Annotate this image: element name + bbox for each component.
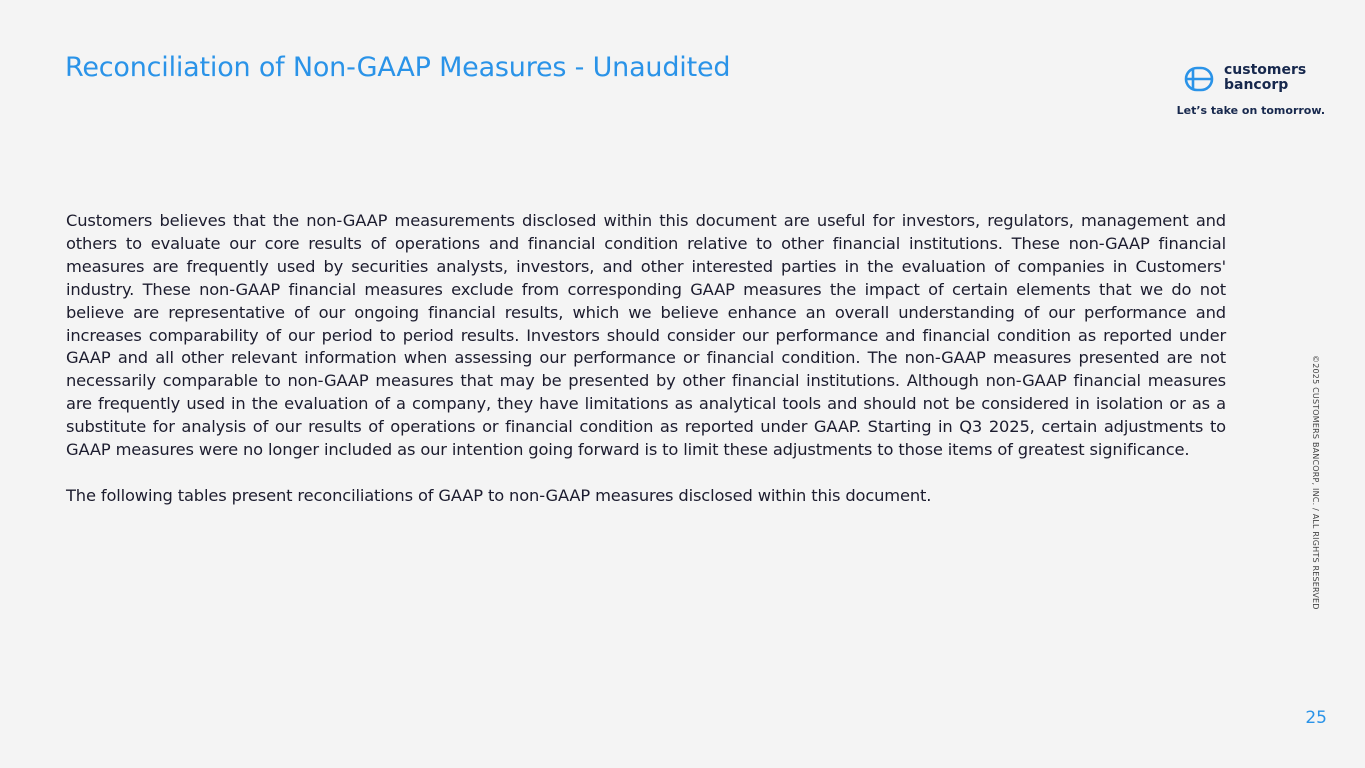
reconciliation-intro-paragraph: The following tables present reconciliations of GAAP to non-GAAP measures disclosed within this document. bbox=[66, 485, 932, 505]
slide-title: Reconciliation of Non-GAAP Measures - Unaudited bbox=[65, 52, 731, 83]
logo-text-line1: customers bbox=[1224, 62, 1307, 78]
logo-text-line2: bancorp bbox=[1224, 77, 1289, 93]
copyright-notice: ©2025 CUSTOMERS BANCORP, INC. / ALL RIGHTS RESERVED bbox=[1311, 355, 1320, 610]
tagline: Let’s take on tomorrow. bbox=[1176, 104, 1325, 117]
disclosure-paragraph: Customers believes that the non-GAAP measurements disclosed within this document are useful for investors, regulators, management and others to evaluate our core results of operations and financial condition relative to other financial institutions. These non-GAAP financial measures are frequently used by securities analysts, investors, and other interested parties in the evaluation of companies in Customers' industry. These non-GAAP financial measures exclude from corresponding GAAP measures the impact of certain elements that we do not believe are representative of our ongoing financial results, which we believe enhance an overall understanding of our performance and increases comparability of our period to period results. Investors should consider our performance and financial condition as reported under GAAP and all other relevant information when assessing our performance or financial condition. The non-GAAP measures presented are not necessarily comparable to non-GAAP measures that may be presented by other financial institutions. Although non-GAAP financial measures are frequently used in the evaluation of a company, they have limitations as analytical tools and should not be considered in isolation or as a substitute for analysis of our results of operations or financial condition as reported under GAAP. Starting in Q3 2025, certain adjustments to GAAP measures were no longer included as our intention going forward is to limit these adjustments to those items of greatest significance. bbox=[66, 211, 1226, 460]
customers-bancorp-logo-icon bbox=[1184, 66, 1214, 92]
logo-wordmark bbox=[1224, 63, 1306, 93]
page-number: 25 bbox=[1305, 708, 1327, 728]
disclosure-body bbox=[66, 210, 1226, 508]
company-logo bbox=[1184, 63, 1334, 98]
